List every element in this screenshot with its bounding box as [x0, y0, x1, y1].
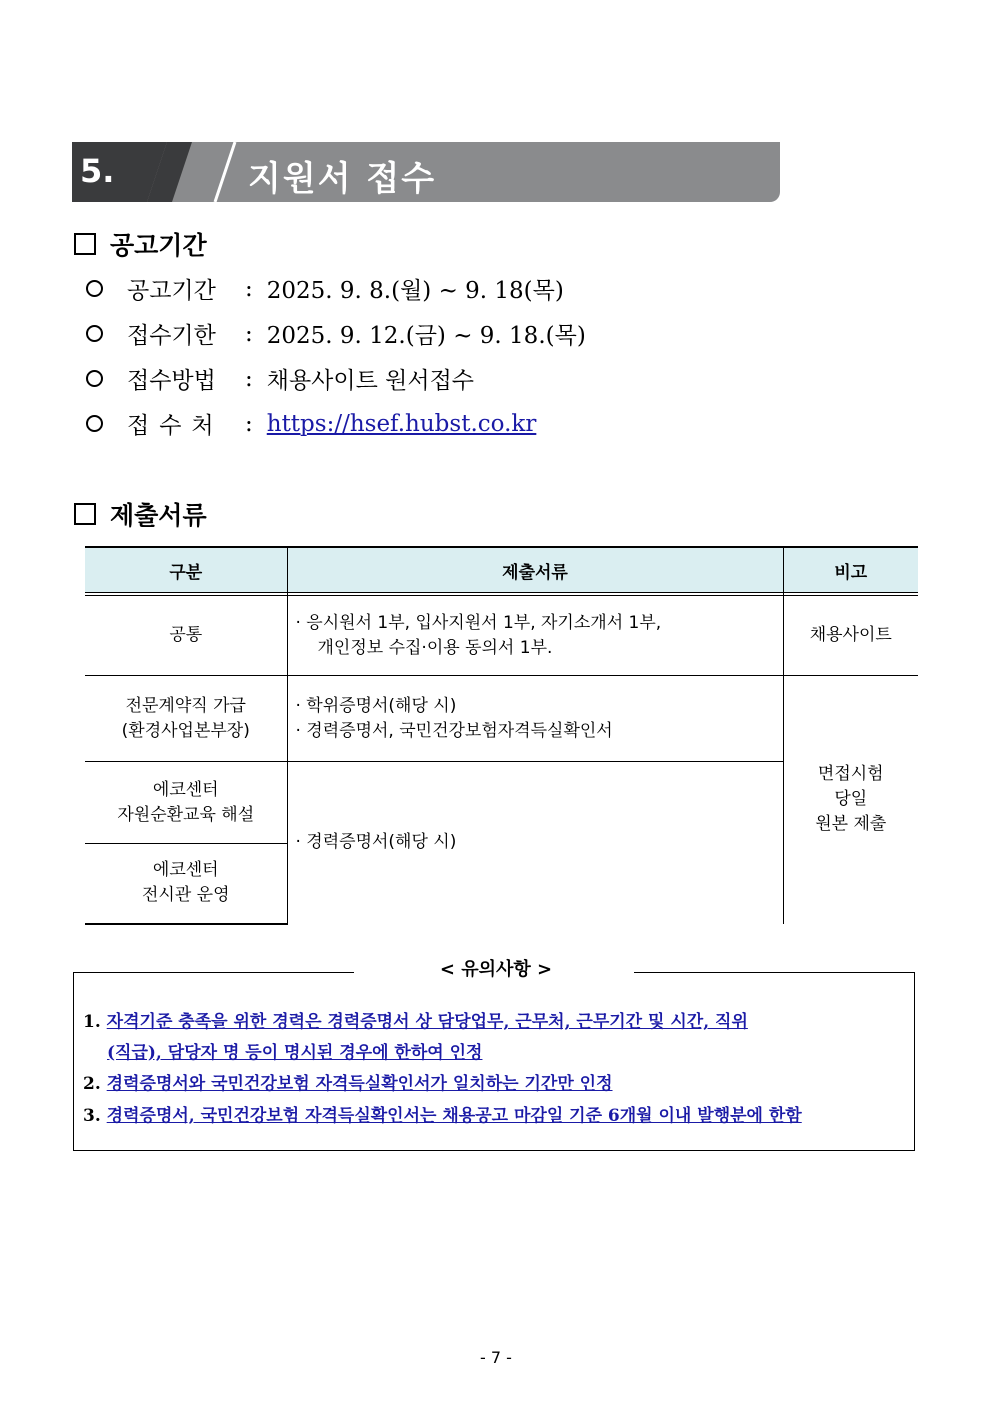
header-documents: 제출서류: [287, 547, 783, 593]
table-header-row: [85, 547, 918, 593]
circle-bullet-icon: [86, 415, 103, 432]
notice-item-3: 3. 경력증명서, 국민건강보험 자격득실확인서는 채용공고 마감일 기준 6개월 이내 발행분에 한함: [83, 1106, 802, 1126]
section-banner: [72, 142, 780, 202]
row-documents: · 응시원서 1부, 입사지원서 1부, 자기소개서 1부, 개인정보 수집·이용 동의서 1부.: [287, 596, 783, 676]
table-row: [85, 596, 918, 676]
header-category: 구분: [85, 547, 287, 593]
period-value: 채용사이트 원서접수: [266, 368, 475, 394]
merged-note: 면접시험 당일 원본 제출: [783, 676, 918, 924]
header-note: 비고: [783, 547, 918, 593]
notice-item-1: 1. 자격기준 충족을 위한 경력은 경력증명서 상 담당업무, 근무처, 근무기간 및 시간, 직위 (직급), 담당자 명 등이 명시된 경우에 한하여 인정: [83, 1012, 748, 1063]
period-item-deadline: 접수기한 : 2025. 9. 12.(금) ~ 9. 18.(목): [86, 317, 586, 350]
circle-bullet-icon: [86, 325, 103, 342]
banner-number: 5.: [80, 152, 115, 190]
circle-bullet-icon: [86, 370, 103, 387]
row-note: 채용사이트: [783, 596, 918, 676]
period-value: 2025. 9. 8.(월) ~ 9. 18(목): [266, 278, 564, 304]
page-number: - 7 -: [480, 1348, 512, 1367]
banner-title: 지원서 접수: [248, 159, 437, 199]
row-category: 전문계약직 가급 (환경사업본부장): [85, 676, 287, 762]
square-bullet-icon: [74, 503, 96, 525]
period-item-announce: 공고기간 : 2025. 9. 8.(월) ~ 9. 18(목): [86, 272, 564, 305]
application-site-link[interactable]: https://hsef.hubst.co.kr: [266, 410, 537, 437]
notice-item-2: 2. 경력증명서와 국민건강보험 자격득실확인서가 일치하는 기간만 인정: [83, 1074, 613, 1094]
row-category: 에코센터 자원순환교육 해설: [85, 762, 287, 844]
row-category: 공통: [85, 596, 287, 676]
row-documents: · 학위증명서(해당 시) · 경력증명서, 국민건강보험자격득실확인서: [287, 676, 783, 762]
period-heading: 공고기간: [74, 226, 207, 262]
docs-heading: 제출서류: [74, 496, 207, 532]
period-item-place: 접수처 : https://hsef.hubst.co.kr: [86, 407, 536, 440]
notice-title: < 유의사항 >: [439, 959, 553, 980]
documents-table: [85, 546, 918, 925]
table-row: [85, 676, 918, 762]
period-value: 2025. 9. 12.(금) ~ 9. 18.(목): [266, 323, 586, 349]
circle-bullet-icon: [86, 280, 103, 297]
square-bullet-icon: [74, 233, 96, 255]
period-item-method: 접수방법 : 채용사이트 원서접수: [86, 362, 474, 395]
row-category: 에코센터 전시관 운영: [85, 844, 287, 924]
row-documents: · 경력증명서(해당 시): [287, 762, 783, 924]
